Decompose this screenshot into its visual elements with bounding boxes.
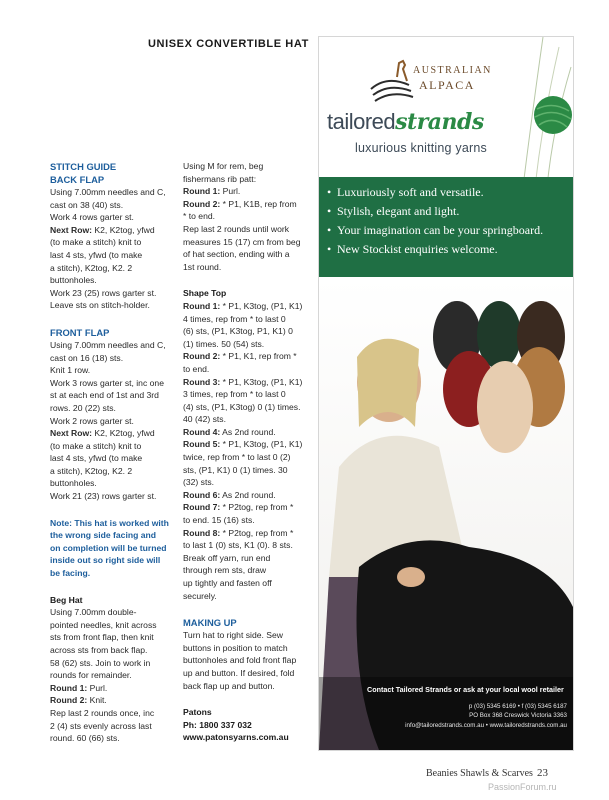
instruction-line: up and button. If desired, fold	[183, 667, 295, 678]
round-label: Round 6:	[183, 489, 221, 500]
instruction-line: across sts from back flap.	[50, 645, 148, 655]
instruction-line: Rep last 2 rounds once, inc	[50, 707, 155, 718]
page-number: 23	[536, 767, 548, 779]
instruction-line: Work 4 rows garter st.	[50, 212, 134, 223]
instruction-line: cast on 16 (18) sts.	[50, 352, 124, 363]
bullet-glyph: •	[327, 204, 332, 218]
round-line	[183, 350, 311, 363]
pattern-column-2	[183, 160, 311, 758]
round-line	[183, 300, 311, 313]
instruction-line: round. 60 (66) sts.	[50, 733, 120, 744]
round-label: Round 2:	[183, 198, 221, 209]
instruction-line: buttons in position to match	[183, 642, 288, 653]
instruction-line: Using 7.00mm needles and C,	[50, 339, 166, 350]
instruction-line: sts, (P1, K1) 0 (1) times. 30	[183, 464, 288, 475]
round-line	[183, 376, 311, 389]
instruction-line: through rem sts, draw	[183, 565, 267, 576]
round-line	[183, 527, 311, 540]
instruction-line: cast on 38 (40) sts.	[50, 199, 124, 210]
round-line	[183, 438, 311, 451]
next-row-text: K2, K2tog, yfwd	[92, 428, 155, 439]
woman-with-dog-photo	[319, 277, 573, 750]
bullet-text: Your imagination can be your springboard.	[337, 223, 544, 237]
instruction-line: 58 (62) sts. Join to work in	[50, 657, 151, 668]
instruction-line: last 4 sts, yfwd (to make	[50, 249, 143, 260]
bullet-glyph: •	[327, 223, 332, 237]
web-line[interactable]: info@tailoredstrands.com.au • www.tailoredstrands.com.au	[405, 722, 567, 729]
instruction-line: rounds for remainder.	[50, 670, 132, 681]
instruction-line: 4 times, rep from * to last 0	[183, 313, 286, 324]
instruction-line: Work 3 rows garter st, inc one	[50, 377, 164, 388]
instruction-line: 40 (42) sts.	[183, 414, 226, 425]
note-line: Note: This hat is worked with	[50, 517, 169, 528]
feature-bullet	[327, 204, 571, 218]
instruction-line: Work 21 (23) rows garter st.	[50, 491, 157, 502]
round-text: As 2nd round.	[220, 426, 276, 437]
instruction-line: to end.	[183, 363, 210, 374]
next-row-label: Next Row:	[50, 428, 93, 439]
instruction-line: pointed needles, knit across	[50, 619, 157, 630]
instruction-line: sts from front flap, then knit	[50, 632, 154, 643]
round-line	[50, 694, 178, 707]
instruction-line: back flap up and button.	[183, 680, 275, 691]
making-up-heading: MAKING UP	[183, 617, 237, 629]
phone-line: p (03) 5345 6169 • f (03) 5345 6187	[468, 703, 567, 710]
instruction-line: Using 7.00mm needles and C,	[50, 187, 166, 197]
round-line	[50, 682, 178, 695]
feature-bullet	[327, 242, 571, 256]
po-box-line: PO Box 368 Creswick Victoria 3363	[469, 712, 567, 719]
round-line	[183, 489, 311, 502]
round-text: * P2tog, rep from *	[220, 502, 294, 513]
back-flap-section	[50, 160, 178, 312]
instruction-line: fishermans rib patt:	[183, 173, 257, 184]
feature-band	[319, 177, 573, 277]
note-block	[50, 517, 178, 580]
pattern-column-1	[50, 160, 178, 759]
round-text: * P2tog, rep from *	[220, 527, 294, 538]
contact-line: Contact Tailored Strands or ask at your local wool retailer	[367, 685, 564, 694]
rib-section	[183, 160, 311, 273]
instruction-line: (4) sts, (P1, K3tog) 0 (1) times.	[183, 401, 301, 412]
instruction-line: to end. 15 (16) sts.	[183, 515, 255, 526]
round-text: * P1, K3tog, (P1, K1)	[220, 376, 303, 387]
instruction-line: st at each end of 1st and 3rd	[50, 390, 159, 401]
next-row-label: Next Row:	[50, 224, 93, 235]
instruction-line: * to end.	[183, 211, 216, 222]
shape-top-heading: Shape Top	[183, 288, 227, 299]
yarn-ball-icon	[531, 93, 574, 137]
bullet-glyph: •	[327, 185, 332, 199]
note-line: inside out so right side will	[50, 555, 161, 566]
round-label: Round 2:	[50, 695, 88, 706]
round-label: Round 7:	[183, 502, 221, 513]
next-row-line	[50, 427, 178, 440]
instruction-line: Rep last 2 rounds until work	[183, 223, 290, 234]
bullet-glyph: •	[327, 242, 332, 256]
footer-text: Beanies Shawls & Scarves	[426, 768, 533, 779]
patons-web-link[interactable]: www.patonsyarns.com.au	[183, 732, 289, 743]
feature-bullet	[327, 185, 571, 199]
beg-hat-heading: Beg Hat	[50, 594, 83, 605]
watermark: PassionForum.ru	[488, 782, 557, 792]
instruction-line: 3 times, rep from * to last 0	[183, 389, 286, 400]
bullet-text: Luxuriously soft and versatile.	[337, 185, 484, 199]
round-label: Round 4:	[183, 426, 221, 437]
page-footer	[426, 767, 548, 779]
round-label: Round 1:	[183, 186, 221, 197]
round-label: Round 5:	[183, 439, 221, 450]
instruction-line: a stitch), K2tog, K2. 2	[50, 465, 133, 476]
next-row-text: K2, K2tog, yfwd	[92, 224, 155, 235]
instruction-line: of hat section, ending with a	[183, 249, 290, 260]
brand-part-1: tailored	[327, 109, 396, 134]
shape-top-section	[183, 287, 311, 602]
beg-hat-section	[50, 594, 178, 745]
instruction-line: Leave sts on stitch-holder.	[50, 300, 150, 311]
instruction-line: a stitch), K2tog, K2. 2	[50, 262, 133, 273]
round-line	[183, 501, 311, 514]
note-line: the wrong side facing and	[50, 530, 156, 541]
instruction-line: buttonholes.	[50, 275, 97, 286]
stitch-guide-heading: STITCH GUIDE	[50, 161, 117, 172]
patons-contact	[183, 706, 311, 744]
round-text: As 2nd round.	[220, 489, 276, 500]
instruction-line: (to make a stitch) knit to	[50, 237, 142, 248]
tailored-strands-advertisement	[318, 36, 574, 751]
front-flap-heading: FRONT FLAP	[50, 326, 110, 338]
instruction-line: (6) sts, (P1, K3tog, P1, K1) 0	[183, 326, 293, 337]
making-up-section	[183, 616, 311, 692]
ad-photo	[319, 277, 573, 750]
instruction-line: securely.	[183, 590, 217, 601]
instruction-line: Knit 1 row.	[50, 365, 91, 376]
instruction-line: Using 7.00mm double-	[50, 607, 137, 618]
instruction-line: Using M for rem, beg	[183, 161, 264, 171]
round-line	[183, 185, 311, 198]
note-line: on completion will be turned	[50, 542, 167, 553]
brand-part-2: strands	[395, 109, 484, 135]
round-label: Round 1:	[183, 300, 221, 311]
round-text: Knit.	[87, 695, 107, 706]
round-line	[183, 198, 311, 211]
round-label: Round 1:	[50, 682, 88, 693]
round-text: * P1, K1B, rep from	[220, 198, 297, 209]
round-text: * P1, K1, rep from *	[220, 351, 297, 362]
round-label: Round 3:	[183, 376, 221, 387]
page-title: UNISEX CONVERTIBLE HAT	[148, 38, 309, 50]
round-text: Purl.	[220, 186, 241, 197]
round-text: * P1, K3tog, (P1, K1)	[220, 300, 303, 311]
feature-bullet	[327, 223, 571, 237]
instruction-line: Work 23 (25) rows garter st.	[50, 287, 157, 298]
bullet-text: Stylish, elegant and light.	[337, 204, 460, 218]
instruction-line: buttonholes and fold front flap	[183, 655, 297, 666]
instruction-line: Break off yarn, run end	[183, 552, 271, 563]
note-line: be facing.	[50, 568, 91, 579]
instruction-line: measures 15 (17) cm from beg	[183, 236, 301, 247]
instruction-line: last 4 sts, yfwd (to make	[50, 453, 143, 464]
brand-name	[327, 109, 484, 135]
round-text: * P1, K3tog, (P1, K1)	[220, 439, 303, 450]
round-line	[183, 426, 311, 439]
front-flap-section	[50, 326, 178, 503]
bullet-text: New Stockist enquiries welcome.	[337, 242, 498, 256]
round-label: Round 8:	[183, 527, 221, 538]
instruction-line: Turn hat to right side. Sew	[183, 630, 283, 641]
logo-line-2: ALPACA	[419, 78, 475, 92]
back-flap-heading: BACK FLAP	[50, 174, 105, 185]
logo-line-1: AUSTRALIAN	[413, 65, 492, 76]
instruction-line: twice, rep from * to last 0 (2)	[183, 452, 291, 463]
round-label: Round 2:	[183, 351, 221, 362]
next-row-line	[50, 224, 178, 237]
instruction-line: 1st round.	[183, 261, 222, 272]
instruction-line: Work 2 rows garter st.	[50, 415, 134, 426]
instruction-line: (to make a stitch) knit to	[50, 440, 142, 451]
instruction-line: to last 1 (0) sts, K1 (0). 8 sts.	[183, 540, 293, 551]
patons-phone: Ph: 1800 337 032	[183, 719, 252, 730]
instruction-line: buttonholes.	[50, 478, 97, 489]
patons-name: Patons	[183, 707, 212, 718]
instruction-line: (1) times. 50 (54) sts.	[183, 338, 265, 349]
round-text: Purl.	[87, 682, 108, 693]
instruction-line: up tightly and fasten off	[183, 578, 272, 588]
instruction-line: (32) sts.	[183, 477, 215, 488]
instruction-line: rows. 20 (22) sts.	[50, 402, 116, 413]
alpaca-logo-icon	[367, 55, 427, 105]
tagline: luxurious knitting yarns	[355, 141, 487, 155]
ad-header	[319, 37, 573, 177]
instruction-line: 2 (4) sts evenly across last	[50, 720, 152, 731]
